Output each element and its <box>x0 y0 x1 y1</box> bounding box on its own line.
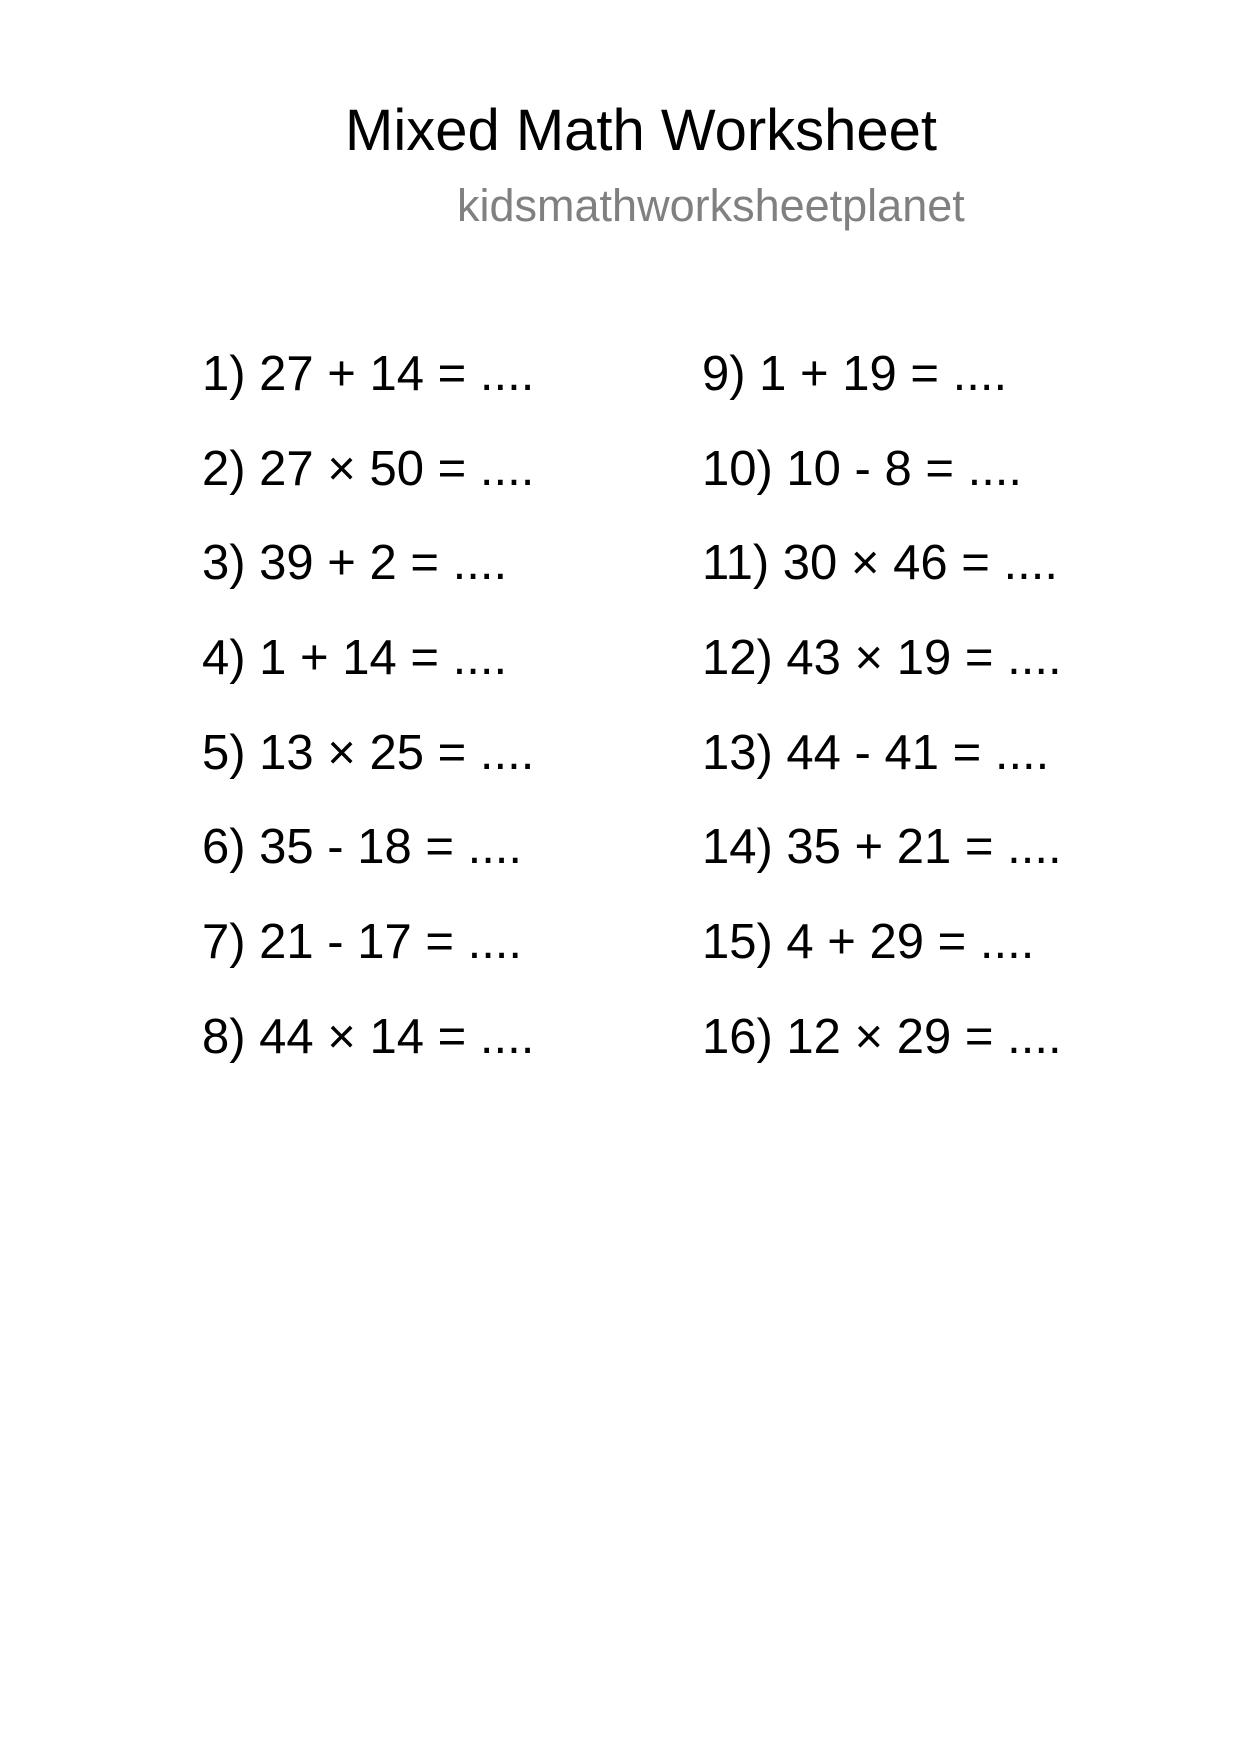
problem-column-left <box>202 346 534 1104</box>
problem-item: 9) 1 + 19 = .... <box>702 347 1008 401</box>
problem-item: 16) 12 × 29 = .... <box>702 1009 1062 1064</box>
problem-item: 13) 44 - 41 = .... <box>702 725 1050 780</box>
problem-item: 1) 27 + 14 = .... <box>202 347 535 401</box>
problem-item: 5) 13 × 25 = .... <box>202 725 535 780</box>
problem-item: 14) 35 + 21 = .... <box>702 820 1062 875</box>
problem-item: 4) 1 + 14 = .... <box>202 631 508 686</box>
problem-item: 8) 44 × 14 = .... <box>202 1009 535 1064</box>
problem-item: 10) 10 - 8 = .... <box>702 441 1023 496</box>
problem-item: 2) 27 × 50 = .... <box>202 441 535 496</box>
page-title: Mixed Math Worksheet <box>345 98 938 163</box>
problem-item: 12) 43 × 19 = .... <box>702 631 1062 686</box>
problem-item: 11) 30 × 46 = .... <box>702 536 1058 591</box>
problem-item: 15) 4 + 29 = .... <box>702 915 1035 970</box>
site-credit: kidsmathworksheetplanet <box>457 180 965 231</box>
problem-item: 6) 35 - 18 = .... <box>202 820 523 875</box>
problem-column-right <box>702 346 1062 1104</box>
problem-item: 3) 39 + 2 = .... <box>202 536 508 591</box>
problem-item: 7) 21 - 17 = .... <box>202 915 523 970</box>
